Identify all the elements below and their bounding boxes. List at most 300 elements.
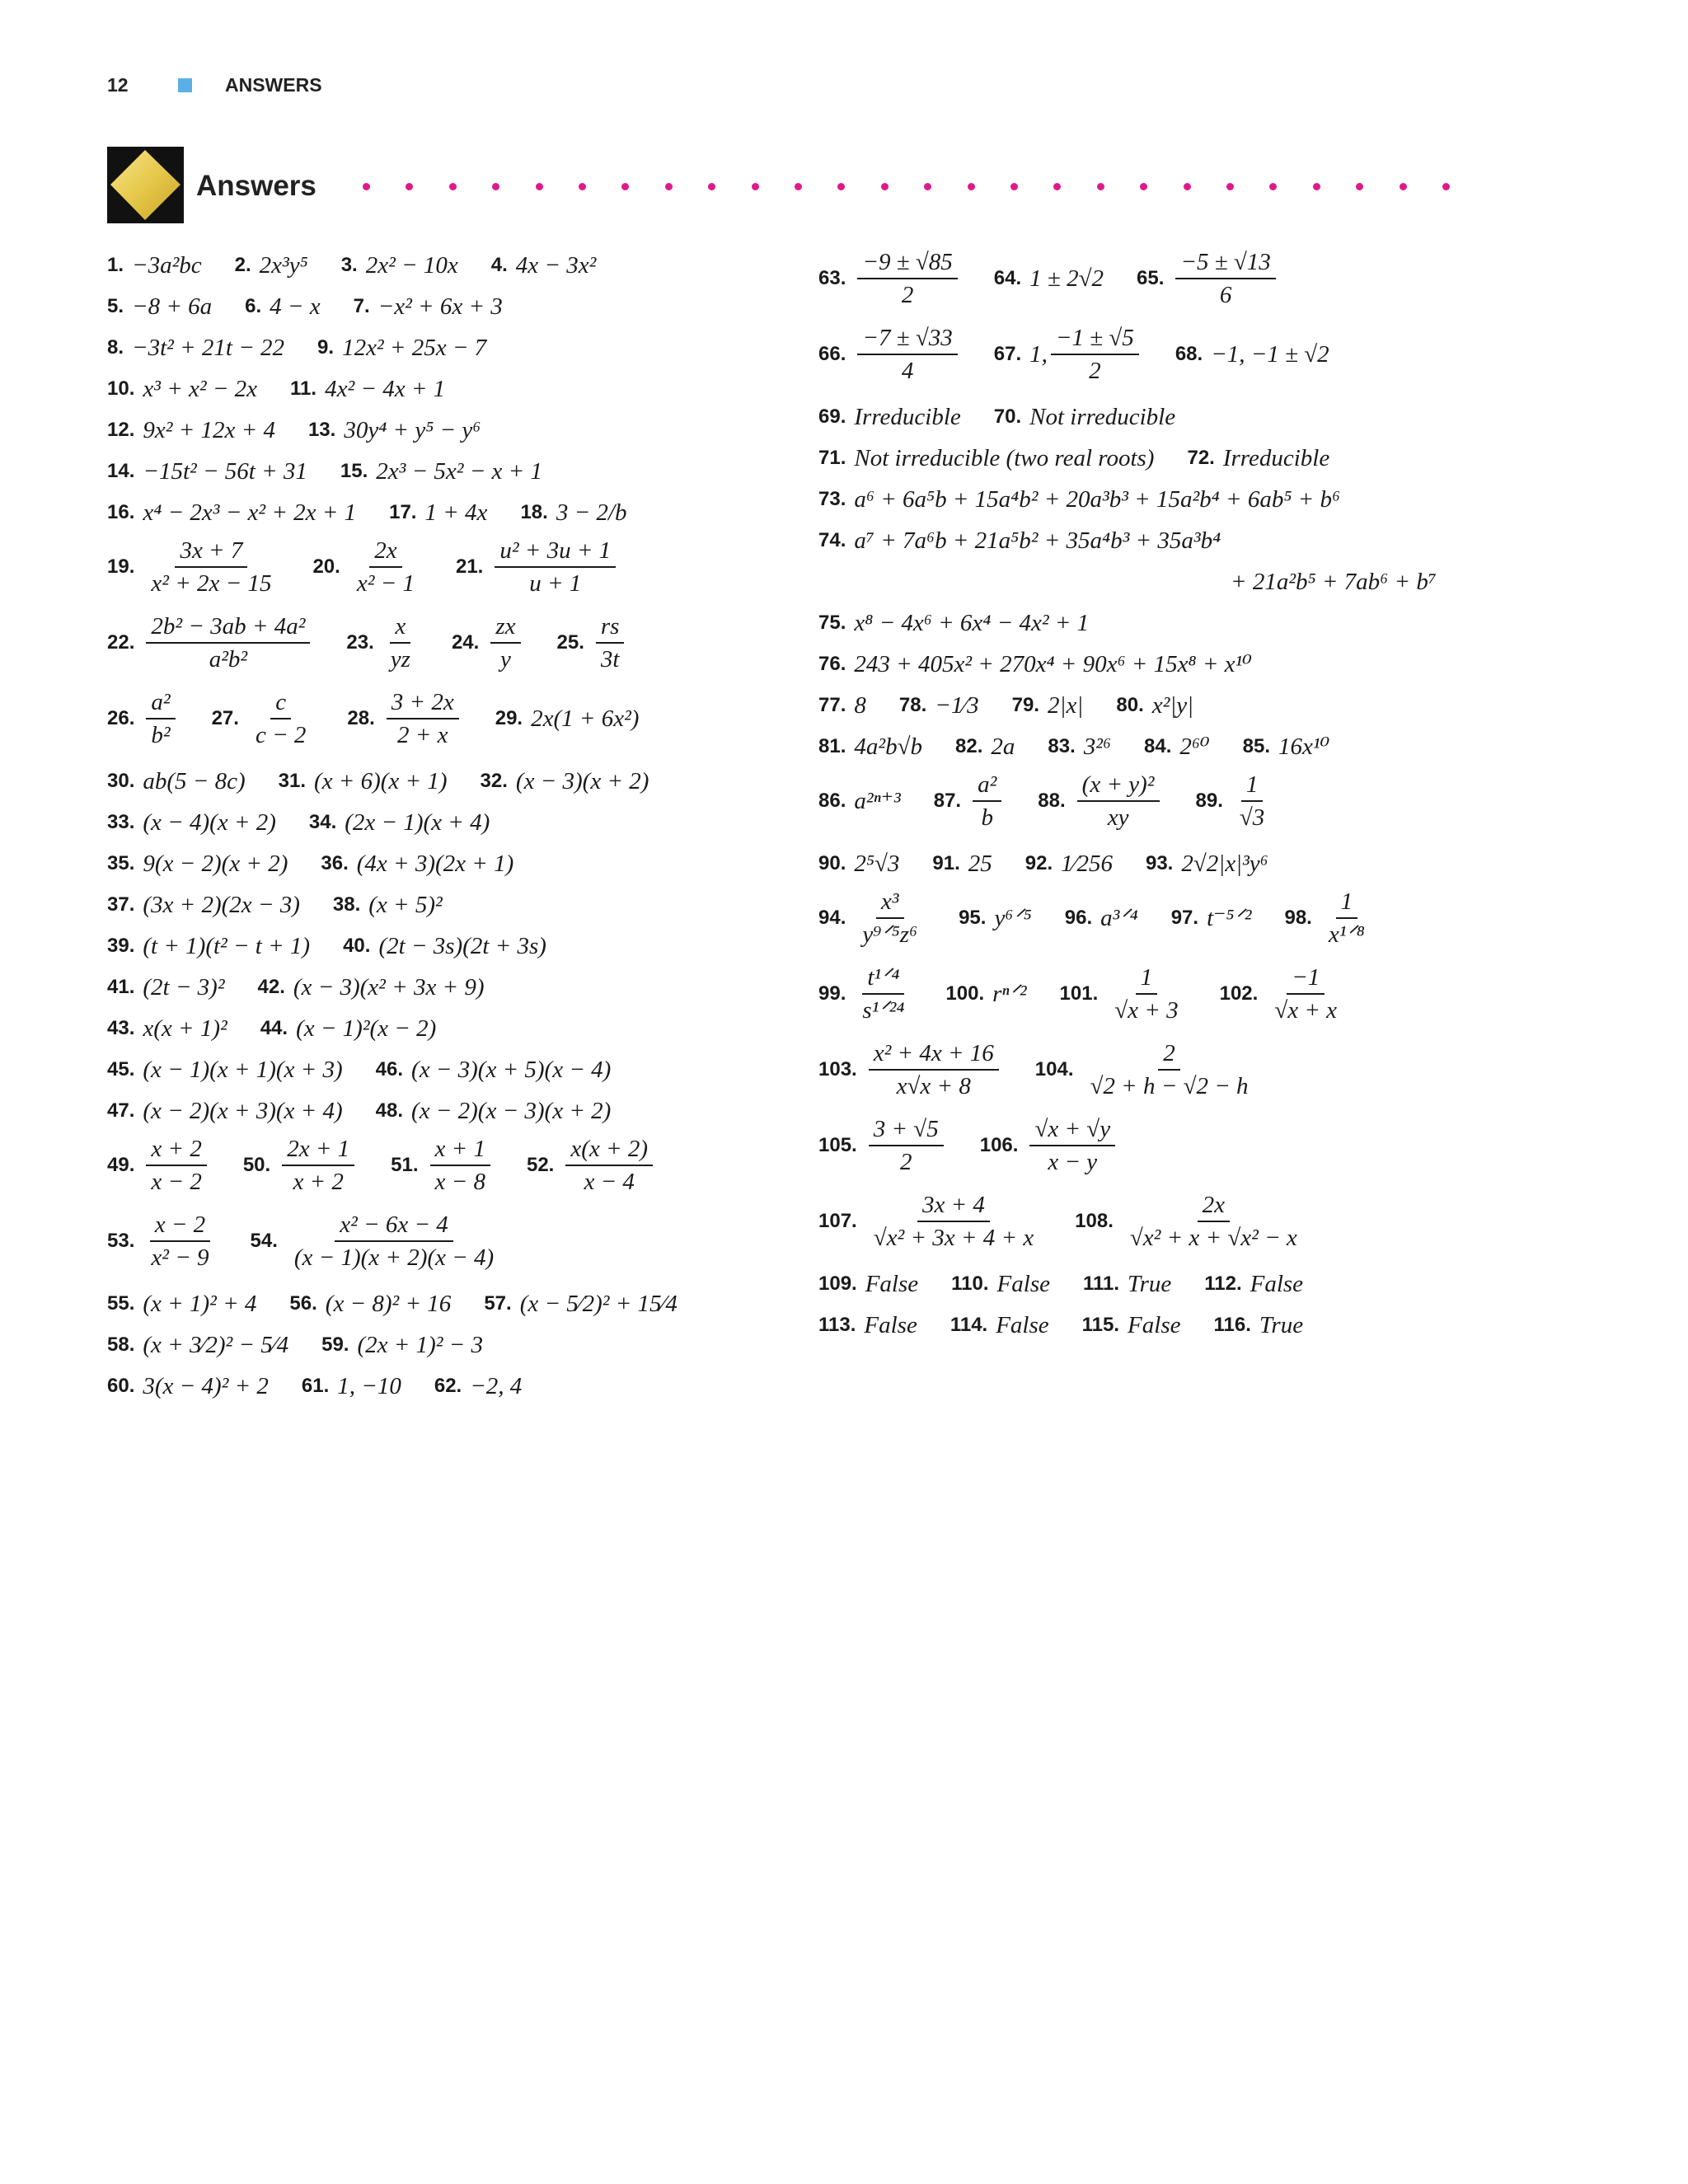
fraction-denominator: xy <box>1107 804 1129 831</box>
answer-row <box>107 1093 816 1129</box>
answer-item <box>818 732 922 762</box>
answer-row <box>107 371 816 407</box>
answer-item <box>818 1115 947 1176</box>
fraction <box>596 612 625 673</box>
fraction <box>869 1039 999 1100</box>
answer-number: 78. <box>898 694 927 716</box>
answer-item <box>1048 732 1111 762</box>
answer-number: 96. <box>1064 907 1093 929</box>
answer-number: 7. <box>353 295 370 317</box>
answer-number: 26. <box>107 707 135 729</box>
answer-item <box>818 963 912 1024</box>
answer-item <box>1284 888 1372 949</box>
answer-row <box>818 1190 1577 1253</box>
fraction-denominator: x¹ᐟ⁸ <box>1328 921 1365 948</box>
answer-number: 20. <box>312 555 340 578</box>
rule-dot <box>665 183 673 190</box>
fraction-denominator: 2 <box>1089 358 1101 384</box>
answer-item <box>107 890 300 920</box>
answer-number: 46. <box>375 1058 404 1080</box>
answer-item <box>1025 849 1113 879</box>
answer-item <box>107 251 202 280</box>
fraction-denominator: x² − 1 <box>356 570 415 597</box>
rule-dot <box>363 183 370 190</box>
answer-expression: 2|x| <box>1048 692 1084 719</box>
answer-expression: (x − 4)(x + 2) <box>143 809 276 836</box>
answer-expression: (x + 6)(x + 1) <box>314 768 448 794</box>
answer-expression: 2x(1 + 6x²) <box>531 705 640 732</box>
fraction-numerator: a² <box>146 688 175 719</box>
answer-number: 80. <box>1116 694 1144 716</box>
answer-item <box>818 485 1340 514</box>
answer-row <box>818 440 1577 476</box>
answer-expression: (x + 1)² + 4 <box>143 1291 257 1317</box>
answer-item <box>1137 248 1279 309</box>
answer-item <box>312 537 423 598</box>
answer-number: 95. <box>959 907 987 929</box>
answer-number: 17. <box>389 501 417 523</box>
answer-item <box>107 292 212 321</box>
answer-number: 99. <box>818 982 846 1005</box>
answer-expression: (x − 1)(x + 1)(x + 3) <box>143 1057 343 1083</box>
fraction-numerator: t¹ᐟ⁴ <box>862 963 904 995</box>
answer-expression: 2a <box>991 733 1015 760</box>
answer-expression: (3x + 2)(2x − 3) <box>143 892 300 918</box>
answer-number: 77. <box>818 694 846 716</box>
answer-row <box>818 887 1577 949</box>
fraction <box>1109 963 1183 1024</box>
answer-item <box>1038 771 1162 832</box>
fraction-denominator: 3t <box>600 646 620 673</box>
answer-number: 102. <box>1219 982 1259 1005</box>
answer-item <box>212 688 315 749</box>
answer-number: 31. <box>278 770 307 792</box>
fraction-denominator: x + 2 <box>293 1169 344 1195</box>
answer-item <box>557 612 628 673</box>
answer-row <box>107 453 816 490</box>
fraction-numerator: −7 ± √33 <box>857 324 957 355</box>
fraction-denominator: 2 + x <box>397 722 448 748</box>
fraction-numerator: zx <box>490 612 520 644</box>
rule-dot <box>1269 183 1277 190</box>
fraction-numerator: (x + y)² <box>1077 771 1160 802</box>
fraction-denominator: a²b² <box>209 646 248 673</box>
section-name: ANSWERS <box>225 73 322 96</box>
answer-expression: 1, −10 <box>337 1373 401 1399</box>
fraction <box>857 963 909 1024</box>
fraction-numerator: c <box>270 688 291 719</box>
fraction <box>1029 1115 1115 1176</box>
answer-item <box>945 979 1026 1009</box>
answer-number: 42. <box>257 976 285 998</box>
answer-number: 54. <box>250 1230 278 1252</box>
answer-row <box>107 846 816 882</box>
fraction-denominator: √x + x <box>1274 997 1338 1024</box>
fraction-numerator: −1 ± √5 <box>1051 324 1139 355</box>
fraction-denominator: y⁹ᐟ⁵z⁶ <box>862 921 918 948</box>
answer-item <box>818 888 926 949</box>
rule-dot <box>449 183 457 190</box>
rule-dot <box>1313 183 1320 190</box>
answer-expression: rⁿᐟ² <box>992 981 1027 1007</box>
answer-expression: False <box>865 1271 919 1297</box>
answer-number: 72. <box>1187 447 1215 469</box>
header-square-icon <box>178 78 192 92</box>
fraction <box>430 1135 490 1196</box>
answer-expression: a⁶ + 6a⁵b + 15a⁴b² + 20a³b³ + 15a²b⁴ + 6ab⁵ + b⁶ <box>854 486 1341 513</box>
answer-number: 33. <box>107 811 135 833</box>
answer-row <box>818 247 1577 310</box>
rule-dot <box>579 183 586 190</box>
page-number: 12 <box>107 73 129 96</box>
answer-row <box>107 687 816 750</box>
answer-item <box>818 849 899 879</box>
answer-item <box>107 972 225 1002</box>
fraction-numerator: x − 2 <box>150 1211 210 1242</box>
answer-expression: False <box>996 1312 1049 1338</box>
answer-number: 11. <box>290 377 317 400</box>
fraction-numerator: 1 <box>1336 888 1358 919</box>
fraction-numerator: 2 <box>1158 1039 1180 1071</box>
answer-expression: (x + 3⁄2)² − 5⁄4 <box>143 1332 289 1358</box>
answer-item <box>1213 1310 1303 1340</box>
answer-number: 103. <box>818 1058 857 1080</box>
answer-item <box>959 903 1032 933</box>
answer-number: 74. <box>818 529 846 551</box>
answer-expression: (2x + 1)² − 3 <box>357 1332 483 1358</box>
answer-number: 23. <box>346 631 374 654</box>
answer-number: 59. <box>321 1333 349 1356</box>
fraction-numerator: rs <box>596 612 625 644</box>
fraction <box>495 537 616 598</box>
fraction-numerator: 2x + 1 <box>282 1135 354 1166</box>
answer-item <box>951 1269 1050 1299</box>
answer-item <box>1083 1269 1171 1299</box>
answer-row <box>818 605 1577 641</box>
fraction-denominator: √x + 3 <box>1114 997 1179 1024</box>
answer-number: 76. <box>818 653 846 675</box>
answer-item <box>818 1039 1002 1100</box>
answer-item <box>290 374 445 404</box>
fraction-denominator: b <box>981 804 993 831</box>
answer-number: 28. <box>347 707 375 729</box>
answer-expression: Irreducible <box>1222 445 1330 471</box>
answer-number: 97. <box>1170 907 1199 929</box>
answer-item <box>107 1055 343 1085</box>
answer-number: 24. <box>451 631 480 654</box>
answer-expression: 16x¹⁰ <box>1278 733 1330 760</box>
answer-expression: 3²⁶ <box>1083 733 1112 760</box>
answers-left-column <box>107 247 816 1409</box>
answer-expression: x(x + 1)² <box>143 1015 227 1042</box>
answer-row <box>107 612 816 674</box>
fraction <box>1085 1039 1254 1100</box>
answer-expression: 4 − x <box>270 293 321 320</box>
answer-expression: t⁻⁵ᐟ² <box>1207 905 1252 931</box>
fraction-numerator: 1 <box>1241 771 1264 802</box>
answer-number: 22. <box>107 631 135 654</box>
answer-number: 27. <box>211 707 239 729</box>
answer-number: 37. <box>107 893 135 916</box>
answer-item <box>818 608 1089 638</box>
answer-item <box>245 292 320 321</box>
answer-expression: −3a²bc <box>132 252 202 279</box>
fraction <box>1051 324 1139 385</box>
answer-number: 58. <box>107 1333 135 1356</box>
answer-expression: −2, 4 <box>470 1373 523 1399</box>
answer-expression: a²ⁿ⁺³ <box>854 788 901 814</box>
answer-number: 52. <box>526 1154 555 1176</box>
rule-dot <box>924 183 931 190</box>
answer-row <box>107 969 816 1005</box>
answer-expression: (x − 3)(x + 5)(x − 4) <box>411 1057 612 1083</box>
answer-expression: 25 <box>968 851 992 877</box>
answer-number: 110. <box>951 1272 989 1295</box>
rule-dot <box>536 183 543 190</box>
answer-number: 108. <box>1075 1210 1114 1232</box>
fraction-numerator: 3 + 2x <box>387 688 459 719</box>
answer-item <box>289 1289 451 1319</box>
answer-item <box>1146 849 1268 879</box>
answer-number: 43. <box>107 1017 135 1039</box>
fraction <box>1077 771 1160 832</box>
answer-expression: (2t − 3s)(2t + 3s) <box>378 933 546 959</box>
fraction-numerator: −9 ± √85 <box>857 248 957 279</box>
fraction-numerator: x + 2 <box>146 1135 206 1166</box>
answer-number: 56. <box>289 1292 317 1315</box>
fraction-denominator: x − y <box>1048 1149 1098 1175</box>
answer-number: 79. <box>1011 694 1040 716</box>
answer-row <box>107 412 816 448</box>
answer-item <box>107 1014 227 1043</box>
answer-row <box>107 1010 816 1047</box>
answer-row <box>107 288 816 325</box>
fraction <box>1324 888 1370 949</box>
fraction <box>869 1191 1039 1252</box>
answer-item <box>1116 691 1193 720</box>
answer-item <box>1231 567 1437 597</box>
answer-number: 14. <box>107 460 135 482</box>
fraction-denominator: y <box>499 646 511 673</box>
rule-dot <box>708 183 715 190</box>
fraction-denominator: s¹ᐟ²⁴ <box>862 997 905 1024</box>
answer-item <box>107 808 276 837</box>
rule-dot <box>1053 183 1061 190</box>
answer-item <box>1060 963 1187 1024</box>
answer-expression: 1 ± 2√2 <box>1029 265 1104 292</box>
answer-item <box>955 732 1015 762</box>
answer-expression: True <box>1259 1312 1304 1338</box>
answer-expression: 9(x − 2)(x + 2) <box>143 851 288 877</box>
fraction <box>857 888 922 949</box>
fraction <box>565 1135 653 1196</box>
answer-expression: False <box>1250 1271 1304 1297</box>
answer-expression: (x − 5⁄2)² + 15⁄4 <box>519 1291 678 1317</box>
answer-row <box>107 247 816 284</box>
answer-row <box>107 763 816 799</box>
answer-item <box>107 766 246 796</box>
answer-number: 34. <box>308 811 337 833</box>
answer-number: 94. <box>818 907 846 929</box>
answer-number: 73. <box>818 488 846 510</box>
answer-number: 25. <box>556 631 584 654</box>
fraction-numerator: x + 1 <box>430 1135 490 1166</box>
answer-expression: True <box>1128 1271 1172 1297</box>
answer-number: 12. <box>107 419 135 441</box>
answer-expression: (2t − 3)² <box>143 974 225 1001</box>
fraction-denominator: √3 <box>1239 804 1265 831</box>
fraction-numerator: u² + 3u + 1 <box>495 537 616 568</box>
answer-number: 107. <box>818 1210 857 1232</box>
answer-number: 82. <box>955 735 983 757</box>
answer-number: 101. <box>1059 982 1099 1005</box>
answer-number: 100. <box>945 982 985 1005</box>
answer-expression: 12x² + 25x − 7 <box>342 335 487 361</box>
answer-number: 91. <box>932 852 960 874</box>
answer-expression: 243 + 405x² + 270x⁴ + 90x⁶ + 15x⁸ + x¹⁰ <box>854 651 1252 677</box>
answer-row <box>818 846 1577 882</box>
answer-item <box>346 612 419 673</box>
answer-number: 104. <box>1034 1058 1074 1080</box>
answer-item <box>1196 771 1273 832</box>
answer-item <box>818 526 1221 555</box>
answer-item <box>818 1310 917 1340</box>
answer-expression: 8 <box>854 692 866 719</box>
answer-item <box>235 251 308 280</box>
answer-expression: Not irreducible <box>1029 404 1176 430</box>
answer-expression: (t + 1)(t² − t + 1) <box>143 933 311 959</box>
fraction <box>387 688 459 749</box>
fraction <box>490 612 520 673</box>
answer-row <box>107 1286 816 1322</box>
fraction-denominator: √x² + x + √x² − x <box>1129 1225 1297 1251</box>
answer-item <box>994 402 1175 432</box>
answer-number: 57. <box>484 1292 512 1315</box>
fraction-denominator: x − 2 <box>151 1169 202 1195</box>
rule-dot <box>1010 183 1018 190</box>
fraction-numerator: x(x + 2) <box>565 1135 653 1166</box>
rule-dot <box>621 183 629 190</box>
answer-item <box>107 1289 256 1319</box>
answer-item <box>818 649 1252 679</box>
answer-number: 16. <box>107 501 135 523</box>
answer-item <box>1175 340 1329 369</box>
answer-number: 48. <box>375 1099 404 1122</box>
answer-expression: + 21a²b⁵ + 7ab⁶ + b⁷ <box>1231 569 1437 595</box>
answer-expression: 4a²b√b <box>854 733 922 760</box>
fraction-denominator: √x² + 3x + 4 + x <box>873 1225 1034 1251</box>
rule-dot <box>406 183 413 190</box>
answer-number: 116. <box>1213 1314 1251 1336</box>
answer-expression: 30y⁴ + y⁵ − y⁶ <box>344 417 481 443</box>
answer-expression: (x − 3)(x + 2) <box>515 768 649 794</box>
answer-item <box>818 691 866 720</box>
answer-item <box>333 890 443 920</box>
answer-row <box>818 687 1577 724</box>
fraction-denominator: x − 4 <box>584 1169 635 1195</box>
fraction <box>973 771 1001 832</box>
answer-row <box>818 1307 1577 1343</box>
answer-number: 105. <box>818 1134 857 1156</box>
answer-item <box>347 688 462 749</box>
answer-number: 38. <box>332 893 361 916</box>
answer-expression: 4x − 3x² <box>515 252 597 279</box>
answer-expression: 2x² − 10x <box>365 252 458 279</box>
answer-item <box>818 786 901 816</box>
answer-item <box>321 1330 483 1360</box>
answer-row <box>818 1038 1577 1101</box>
answer-item <box>818 324 961 385</box>
rule-dot <box>1140 183 1147 190</box>
answer-item <box>340 457 542 486</box>
answer-number: 47. <box>107 1099 135 1122</box>
answer-item <box>279 766 448 796</box>
answer-number: 85. <box>1242 735 1270 757</box>
fraction <box>869 1115 944 1176</box>
answer-item <box>1171 903 1252 933</box>
fraction <box>146 1135 206 1196</box>
answer-number: 66. <box>818 343 846 365</box>
answer-number: 84. <box>1144 735 1172 757</box>
answer-row <box>818 646 1577 682</box>
answer-item <box>932 849 992 879</box>
answer-item <box>391 1135 494 1196</box>
answer-number: 41. <box>107 976 135 998</box>
fraction-denominator: x√x + 8 <box>896 1073 971 1099</box>
answer-row <box>818 770 1577 832</box>
answer-number: 88. <box>1038 790 1066 812</box>
answer-row <box>107 928 816 964</box>
answer-number: 30. <box>107 770 135 792</box>
fraction <box>857 324 957 385</box>
answer-expression: x²|y| <box>1151 692 1194 719</box>
answer-number: 51. <box>391 1154 419 1176</box>
answer-row <box>107 1052 816 1088</box>
answer-number: 10. <box>107 377 135 400</box>
answer-number: 106. <box>979 1134 1019 1156</box>
rule-dot <box>1097 183 1104 190</box>
answer-item <box>818 248 961 309</box>
fraction-denominator: yz <box>390 646 410 673</box>
answer-item <box>107 1135 210 1196</box>
answer-expression: (2x − 1)(x + 4) <box>345 809 490 836</box>
answer-expression: False <box>864 1312 917 1338</box>
answer-row <box>107 330 816 366</box>
answer-item <box>107 415 275 445</box>
fraction-denominator: x² + 2x − 15 <box>151 570 272 597</box>
answer-expression: −15t² − 56t + 31 <box>143 458 307 485</box>
answer-number: 44. <box>260 1017 288 1039</box>
answer-item <box>980 1115 1118 1176</box>
answer-item <box>994 324 1142 385</box>
answer-row <box>818 523 1577 559</box>
answer-number: 81. <box>818 735 846 757</box>
answer-row <box>818 481 1577 518</box>
dot-rule <box>363 183 1484 196</box>
answer-expression: (x − 3)(x² + 3x + 9) <box>293 974 485 1001</box>
fraction <box>386 612 415 673</box>
answers-right-column <box>818 247 1577 1348</box>
answer-item <box>1082 1310 1181 1340</box>
answer-number: 109. <box>818 1272 857 1295</box>
answer-expression: x³ + x² − 2x <box>143 376 258 402</box>
answer-row <box>818 564 1577 600</box>
answer-expression: 1 + 4x <box>424 499 488 526</box>
fraction-numerator: x <box>390 612 410 644</box>
answer-row <box>818 1266 1577 1302</box>
fraction <box>1125 1191 1302 1252</box>
answer-number: 61. <box>301 1375 330 1397</box>
